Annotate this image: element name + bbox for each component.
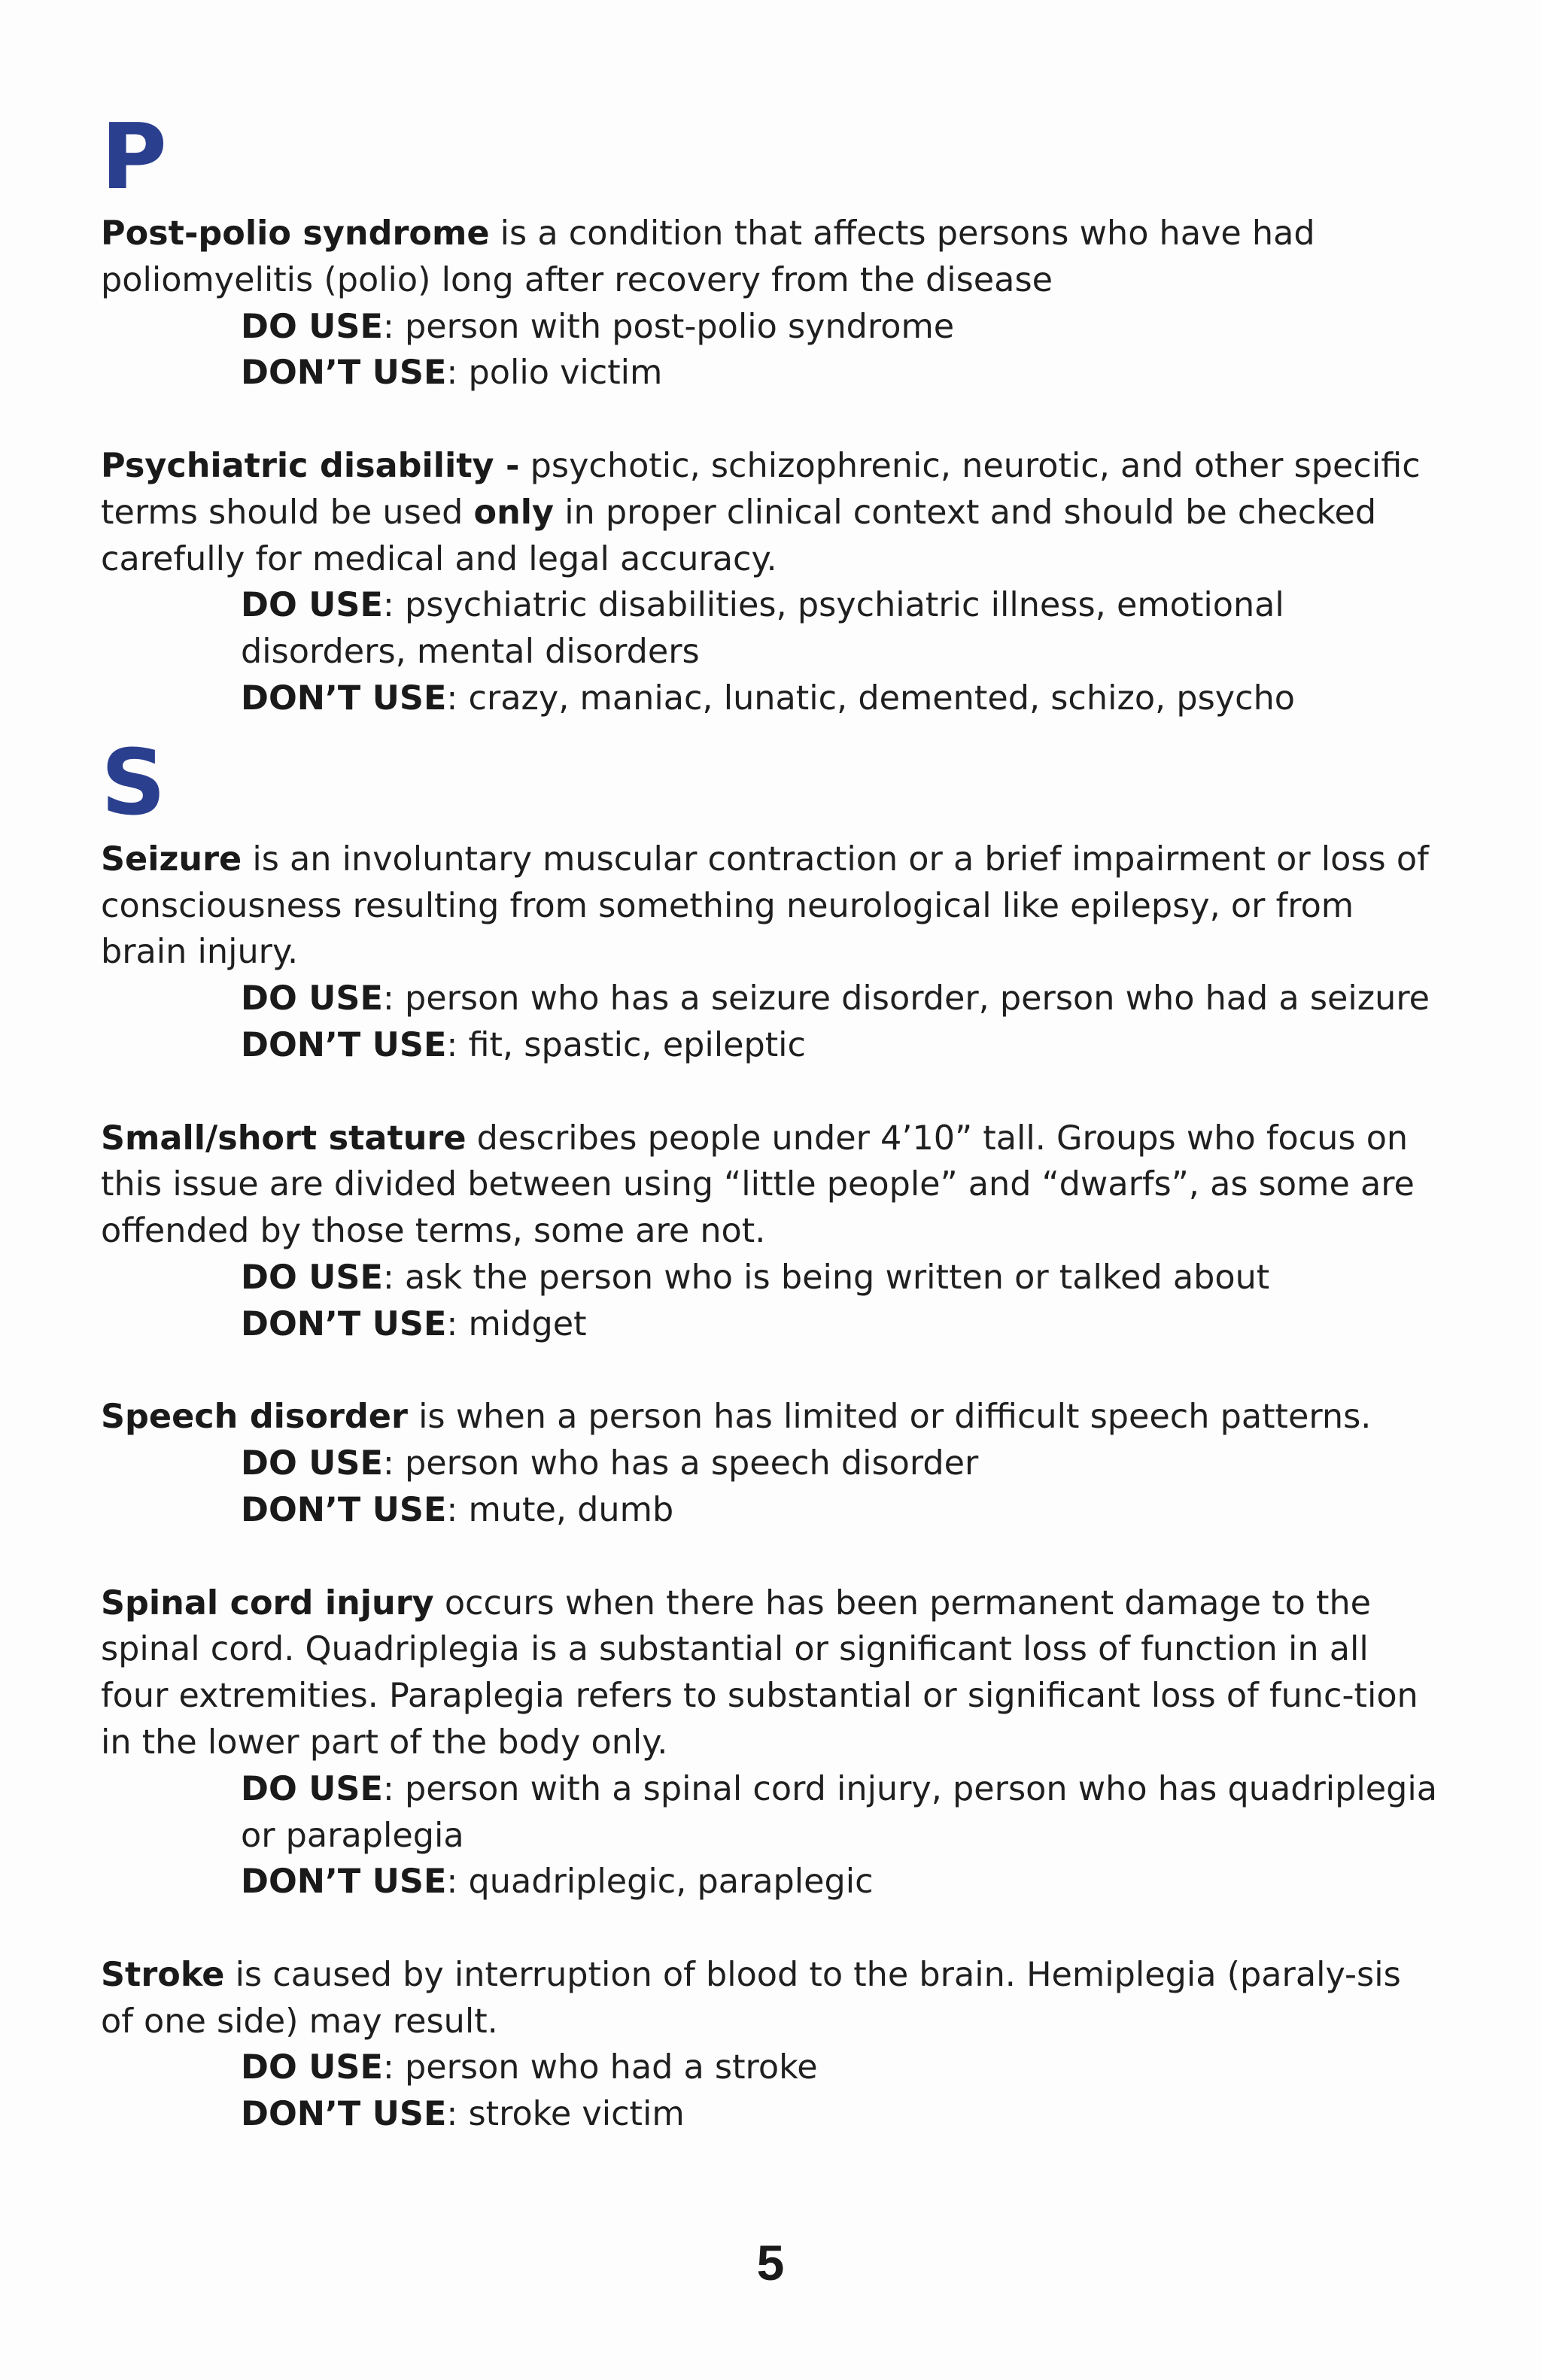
dont-use-text: : polio victim	[446, 354, 663, 393]
dont-use-label: DON’T USE	[241, 1304, 447, 1343]
do-use-text: : ask the person who is being written or talked about	[382, 1258, 1270, 1297]
section-letter-p: P	[101, 105, 167, 210]
dont-use-line	[101, 350, 1440, 396]
entry-small-short-stature	[101, 1116, 1440, 1348]
entry-term: Stroke	[101, 1955, 225, 1994]
entry-description: is a condition that affects persons who have had poliomyelitis (polio) long after recovery from the disease	[101, 214, 1315, 299]
do-use-label: DO USE	[241, 979, 383, 1018]
dont-use-text: : mute, dumb	[446, 1490, 674, 1529]
entry-post-polio-syndrome	[101, 211, 1440, 396]
entry-term: Psychiatric disability -	[101, 446, 520, 485]
do-use-text: : person with post-polio syndrome	[382, 307, 955, 346]
page-content	[101, 105, 1440, 2138]
entry-definition	[101, 1116, 1440, 1255]
entry-term: Post-polio syndrome	[101, 214, 490, 253]
entry-seizure	[101, 836, 1440, 1069]
entry-speech-disorder	[101, 1394, 1440, 1533]
entry-spinal-cord-injury	[101, 1580, 1440, 1906]
do-use-text: : person who had a stroke	[382, 2048, 818, 2087]
dont-use-line	[101, 2091, 1440, 2138]
do-use-line	[101, 1255, 1440, 1301]
do-use-label: DO USE	[241, 586, 383, 625]
entry-psychiatric-disability	[101, 443, 1440, 722]
dont-use-label: DON’T USE	[241, 678, 447, 718]
dont-use-line	[101, 1487, 1440, 1534]
do-use-line	[101, 304, 1440, 351]
do-use-label: DO USE	[241, 1444, 383, 1483]
section-letter-s: S	[101, 730, 166, 836]
do-use-label: DO USE	[241, 1769, 383, 1808]
entry-term: Spinal cord injury	[101, 1583, 434, 1623]
dont-use-line	[101, 675, 1440, 722]
entry-definition	[101, 1394, 1440, 1440]
do-use-line	[101, 2045, 1440, 2091]
dont-use-label: DON’T USE	[241, 2095, 447, 2134]
dont-use-text: : quadriplegic, paraplegic	[446, 1862, 874, 1902]
entry-definition	[101, 443, 1440, 582]
entry-term: Small/short stature	[101, 1119, 467, 1158]
dont-use-text: : midget	[446, 1304, 587, 1343]
entry-description: is when a person has limited or difficult speech patterns.	[407, 1398, 1372, 1437]
entry-term: Seizure	[101, 839, 242, 879]
page-number: 5	[756, 2235, 785, 2290]
dont-use-label: DON’T USE	[241, 1490, 447, 1529]
entry-definition	[101, 1580, 1440, 1766]
do-use-line	[101, 582, 1440, 675]
dont-use-line	[101, 1859, 1440, 1905]
entry-definition	[101, 836, 1440, 976]
entry-term: Speech disorder	[101, 1398, 408, 1437]
entry-description: occurs when there has been permanent damage to the spinal cord. Quadriplegia is a substantial or significant loss of function in all four extremities. Paraplegia refers to substantial or significant loss of func-tion in the lower part of the body only.	[101, 1583, 1418, 1762]
entry-definition	[101, 1952, 1440, 2045]
dont-use-text: : fit, spastic, epileptic	[446, 1025, 806, 1064]
do-use-label: DO USE	[241, 1258, 383, 1297]
dont-use-label: DON’T USE	[241, 1025, 447, 1064]
dont-use-label: DON’T USE	[241, 1862, 447, 1902]
do-use-text: : psychiatric disabilities, psychiatric illness, emotional disorders, mental disorders	[241, 586, 1284, 672]
dont-use-line	[101, 1301, 1440, 1348]
entry-stroke	[101, 1952, 1440, 2138]
do-use-label: DO USE	[241, 307, 383, 346]
entry-description: is caused by interruption of blood to the brain. Hemiplegia (paraly-sis of one side) may result.	[101, 1955, 1401, 2041]
entry-description: describes people under 4’10” tall. Groups who focus on this issue are divided between using “little people” and “dwarfs”, as some are offended by those terms, some are not.	[101, 1119, 1415, 1251]
dont-use-text: : crazy, maniac, lunatic, demented, schizo, psycho	[446, 678, 1296, 718]
do-use-line	[101, 1766, 1440, 1859]
entry-description-cont: in proper clinical context and should be checked carefully for medical and legal accuracy.	[101, 493, 1377, 578]
dont-use-label: DON’T USE	[241, 354, 447, 393]
dont-use-text: : stroke victim	[446, 2095, 685, 2134]
entry-description: psychotic, schizophrenic, neurotic, and other specific terms should be used	[101, 446, 1421, 532]
do-use-text: : person with a spinal cord injury, person who has quadriplegia or paraplegia	[241, 1769, 1438, 1855]
entry-description: is an involuntary muscular contraction or a brief impairment or loss of consciousness resulting from something neurological like epilepsy, or from brain injury.	[101, 839, 1429, 972]
dont-use-line	[101, 1022, 1440, 1069]
entry-emphasis: only	[473, 493, 555, 532]
do-use-line	[101, 1440, 1440, 1487]
do-use-line	[101, 976, 1440, 1022]
do-use-text: : person who has a seizure disorder, person who had a seizure	[382, 979, 1430, 1018]
do-use-text: : person who has a speech disorder	[382, 1444, 979, 1483]
do-use-label: DO USE	[241, 2048, 383, 2087]
entry-definition	[101, 211, 1440, 304]
